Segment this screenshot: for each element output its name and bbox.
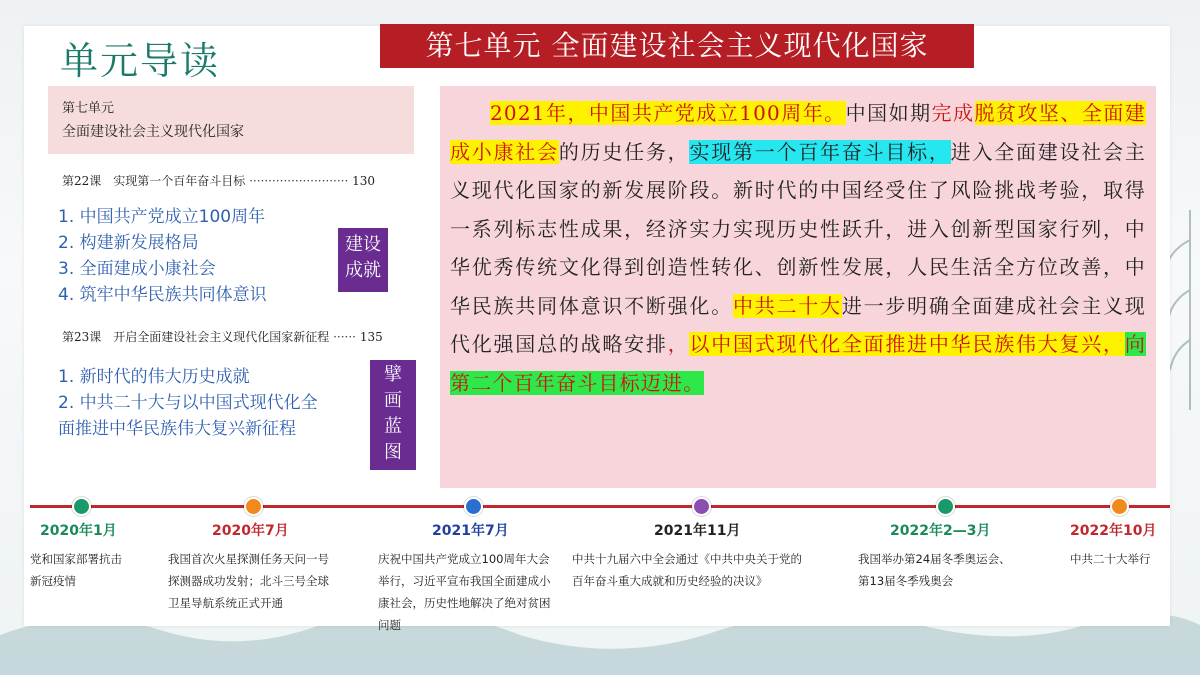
toc-header bbox=[48, 86, 414, 154]
reading-passage bbox=[440, 86, 1156, 488]
timeline-description-line: 庆祝中国共产党成立100周年大会 bbox=[378, 552, 550, 566]
list-item: 1. 新时代的伟大历史成就 bbox=[58, 367, 250, 387]
list-item: 2. 构建新发展格局 bbox=[58, 233, 199, 253]
timeline-dot bbox=[692, 497, 711, 516]
text-run: 进一步明确全面建成社会主义现代化强国总的战略安排 bbox=[450, 293, 1146, 356]
tag-text: 图 bbox=[384, 442, 402, 463]
timeline-date: 2020年1月 bbox=[40, 523, 117, 539]
tag-construction-achievement bbox=[338, 228, 388, 292]
timeline-date: 2021年7月 bbox=[432, 523, 509, 539]
text-run: 中国如期 bbox=[845, 101, 932, 125]
list-item: 4. 筑牢中华民族共同体意识 bbox=[58, 285, 267, 305]
lesson-22-topics bbox=[58, 204, 267, 308]
tag-text: 成就 bbox=[345, 260, 381, 281]
tag-text: 建设 bbox=[345, 234, 381, 255]
toc-unit-label: 第七单元 bbox=[62, 101, 115, 116]
timeline-description-line: 百年奋斗重大成就和历史经验的决议》 bbox=[572, 574, 768, 588]
lesson-23-label: 第23课 开启全面建设社会主义现代化国家新征程 bbox=[62, 330, 330, 344]
list-item: 面推进中华民族伟大复兴新征程 bbox=[58, 419, 296, 439]
timeline-description-line: 中共二十大举行 bbox=[1070, 552, 1151, 566]
timeline-description-line: 康社会，历史性地解决了绝对贫困 bbox=[378, 596, 551, 610]
page-title: 单元导读 bbox=[60, 39, 221, 83]
timeline-description-line: 新冠疫情 bbox=[30, 574, 76, 588]
timeline-date: 2021年11月 bbox=[654, 523, 741, 539]
timeline-date: 2022年10月 bbox=[1070, 523, 1157, 539]
tag-text: 擘 bbox=[384, 364, 402, 385]
highlight-20th-congress: 中共二十大 bbox=[732, 293, 842, 318]
highlight-modernization: 以中国式现代化全面推进中华民族伟大复兴， bbox=[689, 332, 1125, 356]
list-item: 2. 中共二十大与以中国式现代化全 bbox=[58, 393, 318, 413]
leader-dots: ·························· bbox=[249, 174, 349, 188]
timeline-description bbox=[858, 548, 1011, 592]
timeline-dot bbox=[244, 497, 263, 516]
timeline-description-line: 我国首次火星探测任务天问一号 bbox=[168, 552, 329, 566]
tag-text: 画 bbox=[384, 390, 402, 411]
timeline-description-line: 第13届冬季残奥会 bbox=[858, 574, 954, 588]
timeline-description-line: 举行，习近平宣布我国全面建成小 bbox=[378, 574, 551, 588]
list-item: 3. 全面建成小康社会 bbox=[58, 259, 216, 279]
timeline-description bbox=[572, 548, 802, 592]
text-run: 进入全面建设社会主义现代化国家的新发展阶段。新时代的中国经受住了风险挑战考验，取得一系列标志性成果，经济实力实现历史性跃升，进入创新型国家行列，中华优秀传统文化得到创造性转化、创新性发展，人民生活全方位改善，中华民族共同体意识不断强化。 bbox=[450, 139, 1147, 318]
highlight-anniversary: 2021年，中国共产党成立100周年。 bbox=[490, 101, 846, 125]
text-run: 的历史任务， bbox=[558, 139, 690, 164]
leader-dots: ······ bbox=[333, 330, 356, 344]
timeline-date: 2020年7月 bbox=[212, 523, 289, 539]
timeline-description bbox=[378, 548, 551, 636]
tag-text: 蓝 bbox=[384, 416, 402, 437]
timeline-dot bbox=[464, 497, 483, 516]
timeline-description-line: 中共十九届六中全会通过《中共中央关于党的 bbox=[572, 552, 802, 566]
highlight-first-goal: 实现第一个百年奋斗目标， bbox=[689, 139, 951, 164]
timeline-description bbox=[30, 548, 122, 592]
timeline-description-line: 我国举办第24届冬季奥运会、 bbox=[858, 552, 1011, 566]
lesson-22-page: 130 bbox=[352, 174, 376, 188]
timeline-dot bbox=[72, 497, 91, 516]
lesson-22-line bbox=[62, 172, 402, 189]
text-run: ， bbox=[667, 332, 690, 356]
highlight-second-goal: 向第二个百年奋斗目标迈进。 bbox=[450, 332, 1147, 395]
timeline-dot bbox=[936, 497, 955, 516]
timeline-dot bbox=[1110, 497, 1129, 516]
timeline-axis bbox=[30, 505, 1170, 508]
text-run: 完成 bbox=[931, 101, 975, 125]
list-item: 1. 中国共产党成立100周年 bbox=[58, 207, 266, 227]
timeline-description-line: 党和国家部署抗击 bbox=[30, 552, 122, 566]
table-of-contents bbox=[48, 86, 414, 486]
lesson-23-line bbox=[62, 328, 402, 345]
unit-banner: 第七单元 全面建设社会主义现代化国家 bbox=[380, 24, 974, 68]
timeline-description-line: 问题 bbox=[378, 618, 401, 632]
timeline-description bbox=[1070, 548, 1151, 570]
toc-unit-title: 全面建设社会主义现代化国家 bbox=[62, 124, 244, 140]
passage-text bbox=[450, 94, 1146, 402]
timeline-description-line: 探测器成功发射；北斗三号全球 bbox=[168, 574, 329, 588]
lesson-22-label: 第22课 实现第一个百年奋斗目标 bbox=[62, 174, 246, 188]
timeline-date: 2022年2—3月 bbox=[890, 523, 991, 539]
lesson-23-topics bbox=[58, 364, 318, 442]
timeline-description-line: 卫星导航系统正式开通 bbox=[168, 596, 283, 610]
highlight-poverty: 脱贫攻坚、全面建成小康社会 bbox=[450, 101, 1146, 164]
timeline-description bbox=[168, 548, 329, 614]
tag-blueprint bbox=[370, 360, 416, 470]
lesson-23-page: 135 bbox=[359, 330, 383, 344]
